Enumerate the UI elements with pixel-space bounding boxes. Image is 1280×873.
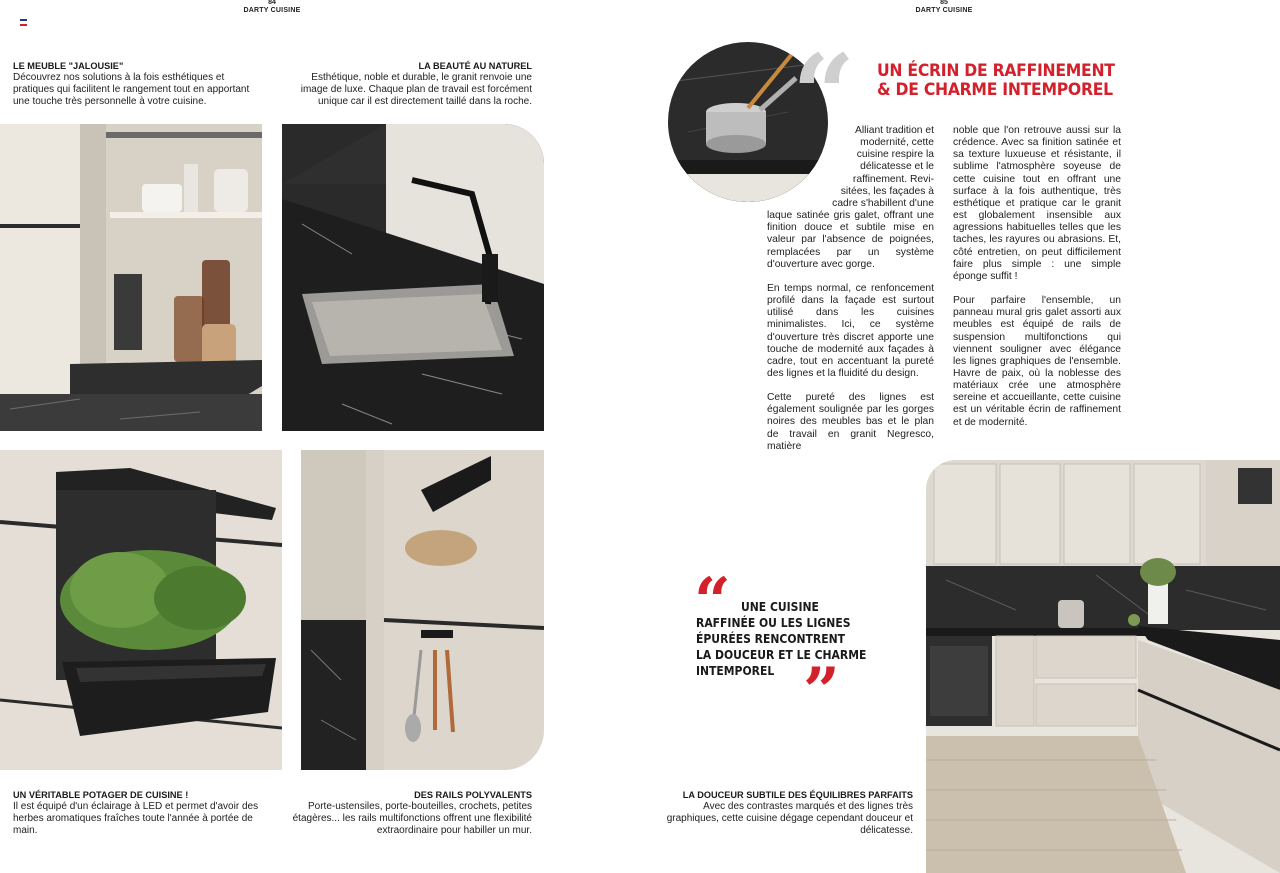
photo-multifunction-rails bbox=[301, 450, 544, 770]
caption-text: Découvrez nos solutions à la fois esthétiques et pratiques qui facilitent le rangement tout en apportant une touche très personnelle à votre cuisine. bbox=[13, 72, 250, 108]
column-1-intro-line: cadre s'habillent d'une bbox=[832, 197, 934, 209]
quote-close-red-icon: ” bbox=[803, 654, 840, 729]
article-headline bbox=[877, 62, 1137, 100]
column-1-intro-line: cuisine respire la bbox=[856, 149, 934, 161]
quote-open-red-icon: “ bbox=[694, 564, 731, 639]
headline-line-1: UN ÉCRIN DE RAFFINEMENT bbox=[877, 61, 1115, 81]
caption-title: UN VÉRITABLE POTAGER DE CUISINE ! bbox=[13, 790, 189, 800]
caption-title: LA DOUCEUR SUBTILE DES ÉQUILIBRES PARFAITS bbox=[682, 790, 913, 800]
flag-stripe bbox=[20, 24, 27, 26]
caption-potager bbox=[13, 789, 273, 838]
right-page-brand: DARTY CUISINE bbox=[915, 7, 973, 14]
column-1-paragraph-1: laque satinée gris galet, offrant une finition douce et subtile mise en valeur par l'absence de poignées, remplacées par un système d'ouverture avec gorge. bbox=[767, 210, 934, 270]
column-1-intro-line: sitées, les façades à bbox=[840, 185, 934, 197]
column-1-intro-line: raffinement. Revi- bbox=[852, 173, 934, 185]
column-1-intro-line: modernité, cette bbox=[860, 137, 934, 149]
column-1-intro-line: Alliant tradition et bbox=[855, 125, 934, 136]
pull-quote-line-3: ÉPURÉES RENCONTRENT bbox=[696, 632, 846, 646]
photo-granit-sink bbox=[282, 124, 544, 431]
photo-jalousie-cabinet bbox=[0, 124, 262, 431]
column-1-paragraph-2: En temps normal, ce renfoncement profilé dans la façade est surtout utilisé dans les cuisines minimalistes. Ici, ce système d'ouverture très discret apporte une touche de modernité aux façades à cadre, tout en accentuant la pureté des lignes et la fluidité du design. bbox=[767, 282, 934, 379]
article-column-1 bbox=[767, 125, 934, 465]
column-2-paragraph-1: noble que l'on retrouve aussi sur la crédence. Avec sa finition satinée et sa texture luxueuse et résistante, il sublime l'atmosphère soyeuse de cette cuisine tout en offrant une surface à la fois authentique, très esthétique et pratique car le granit est globalement insensible aux agressions habituelles telles que les taches, les rayures ou abrasions. Et, côté entretien, on peut difficilement faire plus simple : une simple éponge suffit ! bbox=[953, 125, 1121, 282]
article-column-2 bbox=[953, 125, 1121, 441]
left-page-brand: DARTY CUISINE bbox=[243, 7, 301, 14]
column-1-intro-line: délicatesse et le bbox=[860, 161, 934, 173]
column-1-intro bbox=[767, 125, 934, 210]
caption-text: Avec des contrastes marqués et des lignes très graphiques, cette cuisine dégage cependant douceur et délicatesse. bbox=[666, 801, 913, 837]
caption-title: DES RAILS POLYVALENTS bbox=[414, 790, 532, 800]
french-flag-icon bbox=[20, 19, 27, 26]
caption-jalousie bbox=[13, 60, 263, 109]
caption-title: LA BEAUTÉ AU NATUREL bbox=[418, 61, 532, 71]
right-page-number: 85 bbox=[940, 0, 948, 6]
column-1-paragraph-3: Cette pureté des lignes est également soulignée par les gorges noires des meubles bas et le plan de travail en granit Negresco, matière bbox=[767, 392, 934, 452]
caption-equilibres bbox=[660, 789, 913, 838]
pull-quote-line-1: UNE CUISINE bbox=[741, 600, 819, 614]
caption-title: LE MEUBLE "JALOUSIE" bbox=[13, 61, 124, 71]
caption-text: Il est équipé d'un éclairage à LED et permet d'avoir des herbes aromatiques fraîches toute l'année à portée de main. bbox=[13, 801, 259, 837]
pull-quote-line-5: INTEMPOREL bbox=[696, 664, 775, 678]
quote-mark-grey-icon: “ bbox=[792, 30, 856, 159]
caption-text: Esthétique, noble et durable, le granit renvoie une image de luxe. Chaque plan de travail est forcément unique car il est directement taillé dans la roche. bbox=[300, 72, 532, 108]
left-page-number: 84 bbox=[268, 0, 276, 6]
pull-quote-line-2: RAFFINÉE OU LES LIGNES bbox=[696, 616, 851, 630]
photo-full-kitchen bbox=[926, 460, 1280, 873]
caption-rails bbox=[282, 789, 532, 838]
caption-text: Porte-ustensiles, porte-bouteilles, crochets, petites étagères... les rails multifonctions offrent une flexibilité extraordinaire pour habiller un mur. bbox=[292, 801, 532, 837]
pull-quote-line-4: LA DOUCEUR ET LE CHARME bbox=[696, 648, 867, 662]
column-2-paragraph-2: Pour parfaire l'ensemble, un panneau mural gris galet assorti aux meubles est équipé de rails de suspension multifonctions qui viennent souligner avec élégance les lignes graphiques de l'ensemble. Havre de paix, où la noblesse des matériaux crée une atmosphère sereine et accueillante, cette cuisine est un véritable écrin de raffinement et de modernité. bbox=[953, 295, 1121, 428]
caption-granit bbox=[286, 60, 532, 109]
headline-line-2: & DE CHARME INTEMPOREL bbox=[877, 80, 1113, 100]
photo-herb-garden bbox=[0, 450, 282, 770]
